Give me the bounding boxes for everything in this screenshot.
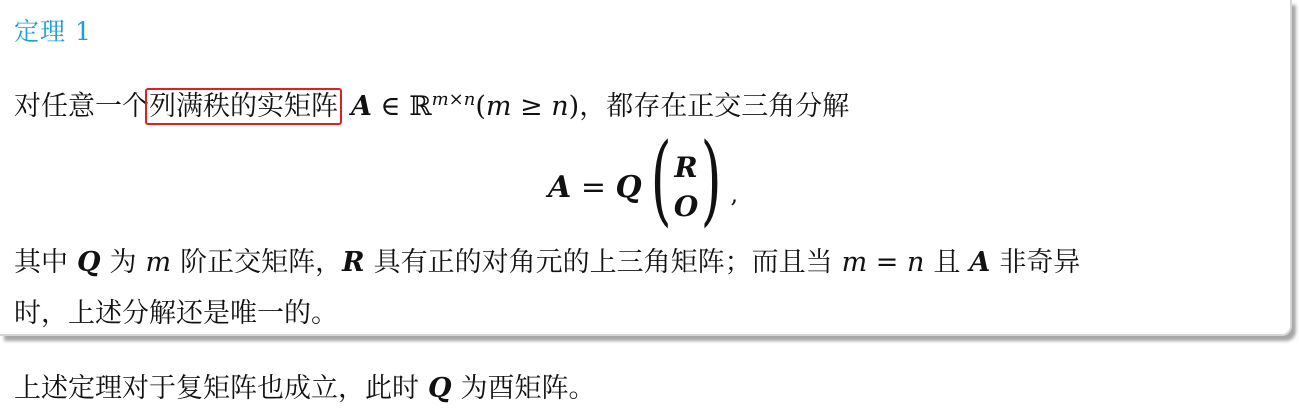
n-symbol: n — [551, 91, 569, 122]
equation-comma: , — [730, 180, 739, 208]
equation-qr — [548, 123, 739, 237]
matrix-a-symbol: A — [351, 91, 372, 122]
q-symbol: Q — [428, 373, 452, 404]
right-paren: ) — [700, 123, 722, 237]
theorem-line-3 — [14, 240, 1080, 279]
equation-equals: = — [571, 169, 616, 205]
theorem-line-4: 时，上述分解还是唯一的。 — [14, 298, 338, 329]
text-segment: 为 — [109, 247, 137, 278]
in-real-symbol: ∈ ℝ — [380, 91, 432, 122]
block-vector — [674, 151, 698, 223]
left-paren: ( — [650, 123, 672, 237]
text-segment: 阶正交矩阵， — [180, 247, 343, 278]
equals-symbol: = — [867, 247, 907, 278]
note-paragraph — [14, 366, 596, 405]
dimension-superscript: m×n — [431, 89, 476, 110]
r-symbol: R — [342, 247, 365, 278]
paren-close: ) — [568, 91, 580, 122]
text-segment: 且 — [933, 247, 961, 278]
theorem-line-1 — [14, 84, 849, 123]
n-symbol: n — [907, 247, 925, 278]
vector-bottom-o: O — [673, 190, 699, 223]
text-segment: 具有正的对角元的上三角矩阵；而且当 — [373, 247, 833, 278]
highlighted-phrase: 列满秩的实矩阵 — [145, 88, 342, 125]
q-symbol: Q — [77, 247, 101, 278]
vector-top-r: R — [674, 151, 698, 184]
text-segment: 其中 — [14, 247, 68, 278]
paren-open: ( — [475, 91, 486, 122]
m-symbol: m — [841, 247, 868, 278]
text-segment: 为酉矩阵。 — [460, 373, 596, 404]
text-segment: 上述定理对于复矩阵也成立，此时 — [14, 373, 419, 404]
m-symbol: m — [485, 91, 512, 122]
text-segment: 对任意一个 — [14, 91, 149, 122]
equation-a: A — [548, 169, 572, 205]
text-segment: 非奇异 — [999, 247, 1081, 278]
geq-symbol: ≥ — [511, 91, 552, 122]
text-segment: ，都存在正交三角分解 — [579, 91, 850, 122]
a-symbol: A — [969, 247, 991, 278]
m-symbol: m — [145, 247, 172, 278]
theorem-title: 定理 1 — [14, 17, 92, 46]
equation-q: Q — [615, 169, 642, 205]
